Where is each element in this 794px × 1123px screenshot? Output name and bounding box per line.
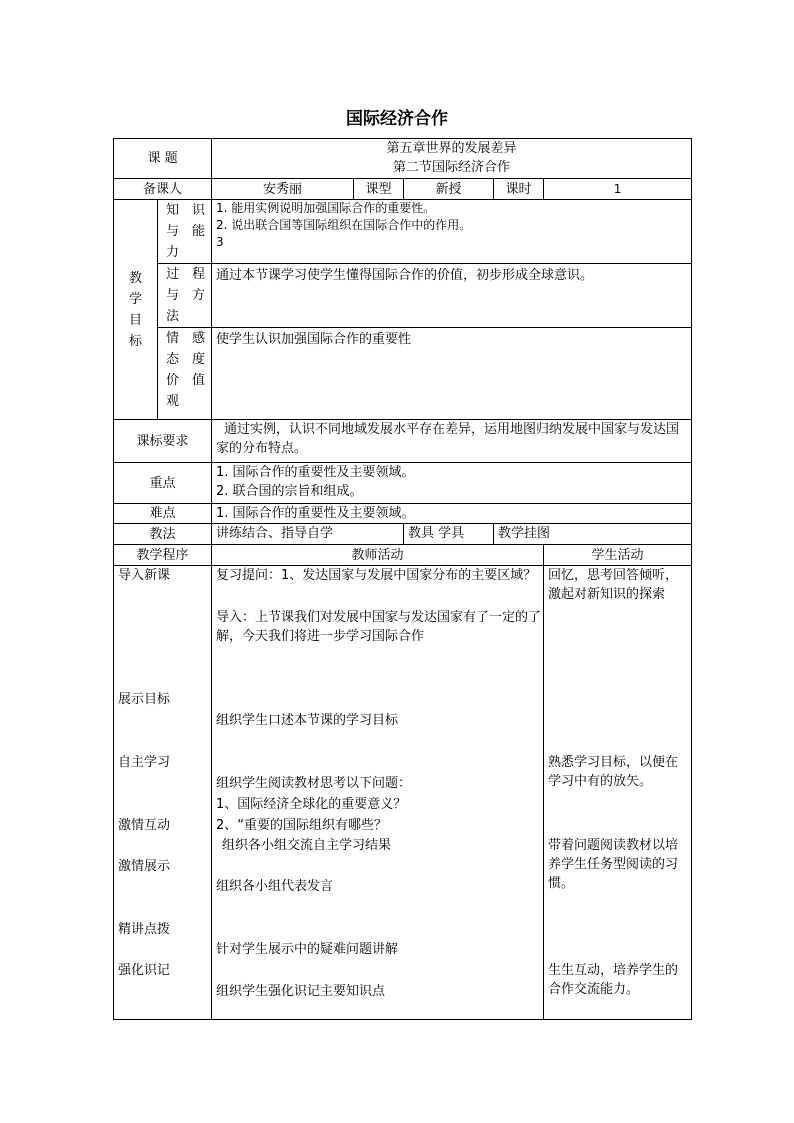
goal-process-label: 过 程 与 方 法: [158, 264, 212, 328]
student-column: [544, 566, 692, 1020]
lesson-title-cell: [212, 139, 692, 179]
goal-knowledge-label: 知 识 与 能 力: [158, 200, 212, 264]
goal-emotion-label: 情 感 态 度 价 值 观: [158, 328, 212, 420]
procedure-step: 激情互动: [118, 818, 171, 833]
standard-content: 通过实例，认识不同地域发展水平存在差异，运用地图归纳发展中国家与发达国家的分布特点。: [212, 420, 692, 463]
preparer-label: 备课人: [114, 179, 212, 200]
procedure-step: 自主学习: [118, 755, 171, 770]
difficulty-content: 1. 国际合作的重要性及主要领域。: [212, 504, 692, 524]
procedure-column: [114, 566, 212, 1020]
teacher-intro: 导入：上节课我们对发展中国家与发达国家有了一定的了解，今天我们将进一步学习国际合作: [216, 610, 542, 644]
difficulty-label: 难点: [114, 504, 212, 524]
procedure-step: 精讲点拨: [118, 922, 171, 937]
procedure-step: 导入新课: [118, 568, 171, 583]
hours-label: 课时: [494, 179, 544, 200]
teacher-memorize: 组织学生强化识记主要知识点: [216, 984, 386, 999]
teacher-read: 组织学生阅读教材思考以下问题：: [216, 776, 412, 791]
student-activity: 带着问题阅读教材以培养学生任务型阅读的习惯。: [548, 838, 679, 891]
teacher-explain: 针对学生展示中的疑难问题讲解: [216, 942, 399, 957]
goals-label: 教 学 目 标: [114, 200, 158, 420]
teacher-question-2: 2、“重要的国际组织有哪些？: [216, 818, 388, 833]
teacher-header: 教师活动: [212, 545, 544, 566]
lesson-plan-table: [113, 138, 692, 1020]
teacher-group: 组织各小组交流自主学习结果: [222, 838, 392, 853]
teacher-column: [212, 566, 544, 1020]
teacher-speak: 组织各小组代表发言: [216, 879, 334, 894]
tools-label: 教具 学具: [404, 524, 494, 545]
lesson-chapter: 第五章世界的发展差异: [386, 141, 517, 156]
standard-label: 课标要求: [114, 420, 212, 463]
key-label: 重点: [114, 463, 212, 504]
hours-value: 1: [544, 179, 692, 200]
type-label: 课型: [354, 179, 404, 200]
procedure-header: 教学程序: [114, 545, 212, 566]
procedure-step: 激情展示: [118, 859, 171, 874]
goal-knowledge-content: [212, 200, 692, 264]
student-header: 学生活动: [544, 545, 692, 566]
key-content: [212, 463, 692, 504]
document-title: 国际经济合作: [346, 109, 448, 129]
key-item: 2. 联合国的宗旨和组成。: [216, 484, 363, 499]
key-item: 1. 国际合作的重要性及主要领域。: [216, 465, 415, 480]
teacher-review: 复习提问：1、发达国家与发展中国家分布的主要区域？: [216, 568, 537, 583]
teacher-question-1: 1、国际经济全球化的重要意义？: [216, 797, 407, 812]
lesson-section: 第二节国际经济合作: [393, 160, 511, 175]
goal-process-content: 通过本节课学习使学生懂得国际合作的价值，初步形成全球意识。: [212, 264, 692, 328]
type-value: 新授: [404, 179, 494, 200]
lesson-label: 课 题: [114, 139, 212, 179]
student-activity: 熟悉学习目标，以便在学习中有的放矢。: [548, 755, 679, 789]
student-activity: 生生互动，培养学生的合作交流能力。: [548, 963, 679, 997]
goal-emotion-content: 使学生认识加强国际合作的重要性: [212, 328, 692, 420]
tools-content: 教学挂图: [494, 524, 692, 545]
preparer-value: 安秀丽: [212, 179, 354, 200]
student-activity: 回忆，思考回答倾听，激起对新知识的探索: [548, 568, 679, 602]
teacher-goals: 组织学生口述本节课的学习目标: [216, 713, 399, 728]
goal-knowledge-item: 3: [216, 235, 224, 249]
procedure-step: 展示目标: [118, 692, 171, 707]
method-content: 讲练结合、指导自学: [212, 524, 404, 545]
procedure-step: 强化识记: [118, 963, 171, 978]
goal-knowledge-item: 1. 能用实例说明加强国际合作的重要性。: [216, 201, 436, 215]
method-label: 教法: [114, 524, 212, 545]
goal-knowledge-item: 2. 说出联合国等国际组织在国际合作中的作用。: [216, 218, 472, 232]
